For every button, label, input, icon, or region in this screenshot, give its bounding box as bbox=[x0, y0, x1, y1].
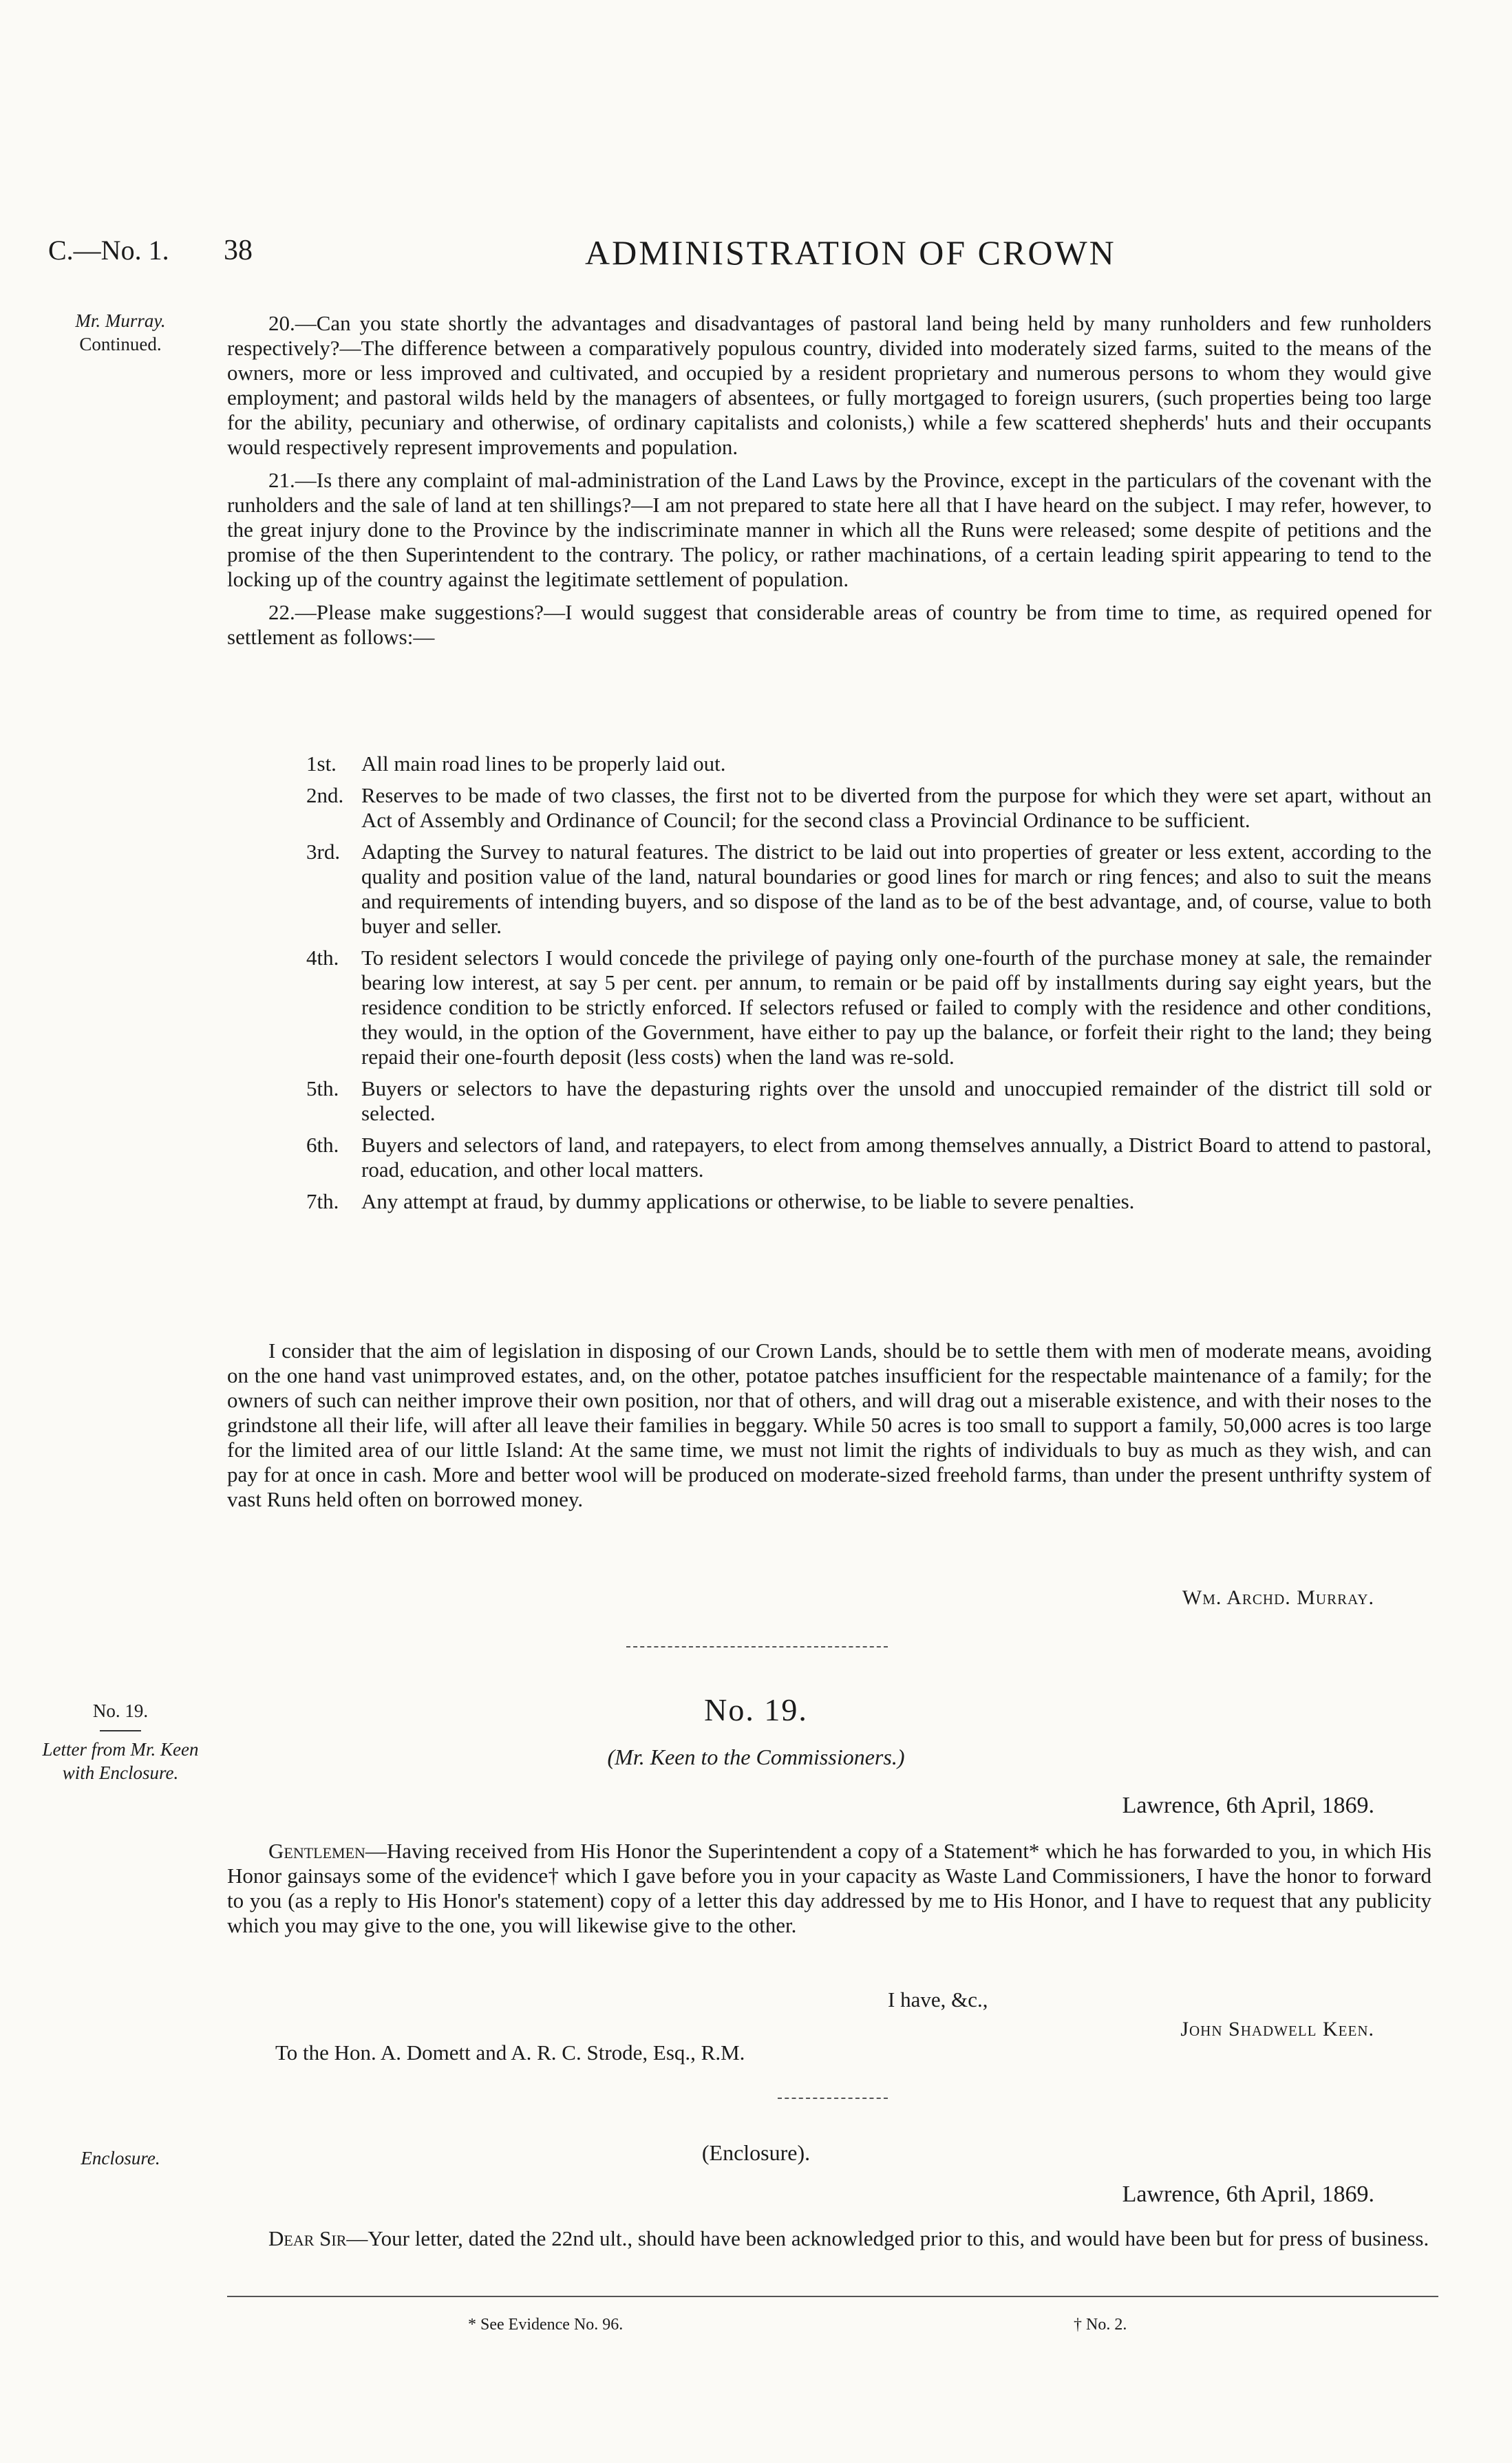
no19-heading: No. 19. bbox=[704, 1692, 808, 1727]
murray-closing bbox=[227, 1339, 1431, 1520]
no19-addressee: To the Hon. A. Domett and A. R. C. Strode, Esq., R.M. bbox=[275, 2040, 745, 2065]
margin-no19-label: No. 19. bbox=[92, 1700, 149, 1721]
no19-body-text: —Having received from His Honor the Superintendent a copy of a Statement* which he has forwarded to you, in which His Honor gainsays some of the evidence† which I gave before you in your capacity as Waste Land Commissioners, I have the honor to forward to you (as a reply to His Honor's statement) copy of a letter this day addressed by me to His Honor, and I have to request that any publicity which you may give to the one, you will likewise give to the other. bbox=[227, 1839, 1431, 1937]
margin-no19-desc: Letter from Mr. Keen with Enclosure. bbox=[42, 1738, 199, 1783]
list-item: 6th. Buyers and selectors of land, and ratepayers, to elect from among themselves annually, a District Board to attend to pastoral, road, education, and other local matters. bbox=[306, 1133, 1431, 1182]
question-22-paragraph: 22.—Please make suggestions?—I would suggest that considerable areas of country be from time to time, as required opened for settlement as follows:— bbox=[227, 600, 1431, 649]
footnote-right: † No. 2. bbox=[1074, 2316, 1127, 2334]
enclosure-divider bbox=[778, 2098, 888, 2099]
list-item: 1st. All main road lines to be properly laid out. bbox=[306, 751, 726, 776]
list-item: 2nd. Reserves to be made of two classes, the first not to be diverted from the purpose for which they were set apart, without an Act of Assembly and Ordinance of Council; for the second class a Provincial Ordinance to be sufficient. bbox=[306, 783, 1431, 832]
paper-reference: C.—No. 1. bbox=[48, 235, 169, 266]
murray-evidence bbox=[227, 311, 1431, 658]
margin-continued: Continued. bbox=[79, 333, 162, 354]
page-header bbox=[48, 234, 1471, 275]
question-21-paragraph: 21.—Is there any complaint of mal-administration of the Land Laws by the Province, except in the particulars of the covenant with the runholders and the sale of land at ten shillings?—I am not prepared to state here all that I have heard on the subject. I may refer, however, to the great injury done to the Province by the indiscriminate manner in which all the Runs were released; some despite of petitions and the promise of the then Superintendent to the contrary. The policy, or rather machinations, of a certain leading spirit appearing to tend to the locking up of the country against the legitimate settlement of population. bbox=[227, 468, 1431, 591]
suggestions-list bbox=[306, 751, 1431, 1221]
enclosure-place-date: Lawrence, 6th April, 1869. bbox=[1122, 2182, 1374, 2207]
margin-note-enclosure: Enclosure. bbox=[81, 2148, 160, 2168]
running-title: ADMINISTRATION OF CROWN bbox=[585, 233, 1116, 272]
margin-speaker-name: Mr. Murray. bbox=[75, 310, 166, 331]
murray-signature: Wm. Archd. Murray. bbox=[1182, 1586, 1374, 1609]
enclosure-paragraph bbox=[227, 2226, 1431, 2251]
enclosure-heading: (Enclosure). bbox=[701, 2140, 811, 2165]
no19-place-date: Lawrence, 6th April, 1869. bbox=[1122, 1793, 1374, 1818]
closing-paragraph: I consider that the aim of legislation in disposing of our Crown Lands, should be to settle them with men of moderate means, avoiding on the one hand vast unimproved estates, and, on the other, potatoe patches insufficient for the respectable maintenance of a family; for the owners of such can neither improve their own position, nor that of others, and will drag out a miserable existence, and with their noses to the grindstone all their life, will after all leave their families in beggary. While 50 acres is too small to support a family, 50,000 acres is too large for the limited area of our little Island: At the same time, we must not limit the rights of individuals to buy as much as they wish, and can pay for at once in cash. More and better wool will be produced on moderate-sized freehold farms, than under the present unthrifty system of vast Runs held often on borrowed money. bbox=[227, 1339, 1431, 1511]
list-item: 3rd. Adapting the Survey to natural features. The district to be laid out into properties of greater or less extent, according to the quality and position value of the land, natural boundaries or good lines for march or ring fences; and also to suit the means and requirements of intending buyers, and so dispose of the land as to be of the best advantage, and, of course, value to both buyer and seller. bbox=[306, 840, 1431, 938]
list-item: 4th. To resident selectors I would concede the privilege of paying only one-fourth of the purchase money at sale, the remainder bearing low interest, at say 5 per cent. per annum, to remain or be paid off by installments during say eight years, but the residence condition to be strictly enforced. If selectors refused or failed to comply with the residence and other conditions, they would, in the option of the Government, have either to pay up the balance, or forfeit their right to the land; they being repaid their one-fourth deposit (less costs) when the land was re-sold. bbox=[306, 946, 1431, 1069]
enclosure-body-text: —Your letter, dated the 22nd ult., should have been acknowledged prior to this, and would have been but for press of business. bbox=[346, 2226, 1429, 2250]
no19-salutation: Gentlemen bbox=[268, 1839, 365, 1863]
footnote-rule bbox=[227, 2296, 1438, 2297]
question-20-paragraph: 20.—Can you state shortly the advantages and disadvantages of pastoral land being held by many runholders and few runholders respectively?—The difference between a comparatively populous country, divided into moderately sized farms, suited to the means of the owners, more or less improved and cultivated, and occupied by a resident proprietary and numerous persons to whom they would give employment; and pastoral wilds held by the managers of absentees, or fully mortgaged to foreign usurers, (such properties being too large for the ability, pecuniary and otherwise, of ordinary capitalists and colonists,) while a few scattered shepherds' huts and their occupants would respectively represent improvements and population. bbox=[227, 311, 1431, 459]
no19-paragraph bbox=[227, 1839, 1431, 1938]
no19-closing: I have, &c., bbox=[888, 1987, 988, 2012]
no19-signature: John Shadwell Keen. bbox=[1180, 2018, 1374, 2040]
margin-rule bbox=[100, 1730, 141, 1731]
no19-subheading: (Mr. Keen to the Commissioners.) bbox=[607, 1745, 905, 1769]
enclosure-letter-body bbox=[227, 2226, 1431, 2259]
list-item: 5th. Buyers or selectors to have the depasturing rights over the unsold and unoccupied remainder of the district till sold or selected. bbox=[306, 1076, 1431, 1125]
no19-letter-body bbox=[227, 1839, 1431, 1946]
section-divider bbox=[626, 1646, 888, 1648]
page-number: 38 bbox=[224, 235, 253, 266]
footnote-left: * See Evidence No. 96. bbox=[468, 2316, 624, 2334]
list-item: 7th. Any attempt at fraud, by dummy applications or otherwise, to be liable to severe penalties. bbox=[306, 1189, 1135, 1213]
margin-note-speaker bbox=[41, 310, 200, 356]
enclosure-salutation: Dear Sir bbox=[268, 2226, 347, 2250]
